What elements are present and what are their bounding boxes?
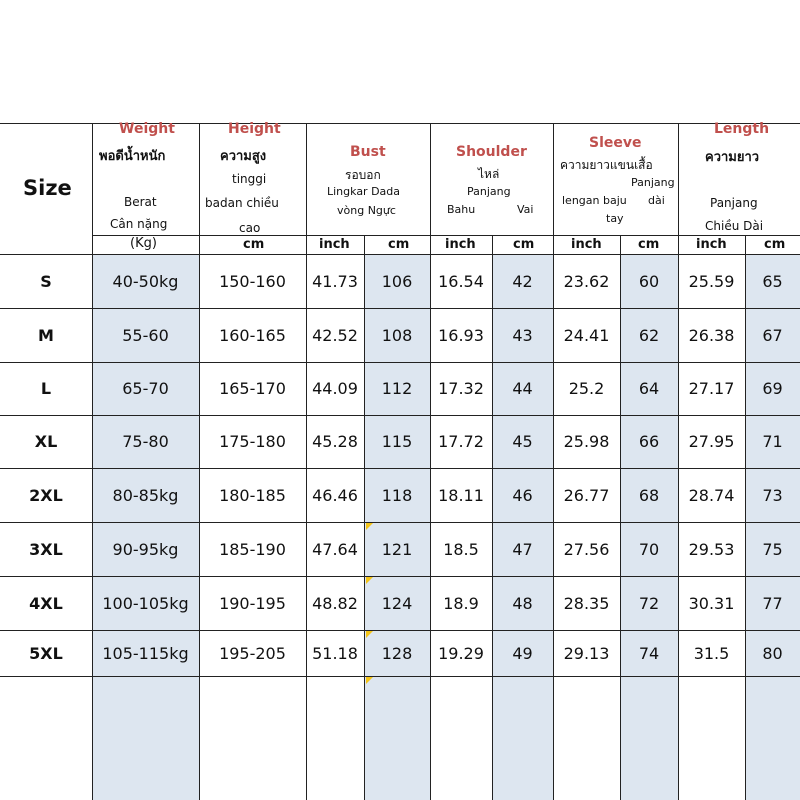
height-header-th: ความสูง [220,149,267,164]
yellow-corner-mark [366,677,373,684]
height-header-l1: tinggi [232,172,267,186]
shoulder-header-en: Shoulder [456,144,527,160]
cell-size: 5XL [29,643,63,663]
cell-height: 160-165 [219,325,286,345]
cell-bust-cm: 108 [381,325,413,345]
bust-header-en: Bust [350,144,386,160]
cell-len-cm: 75 [762,539,783,559]
cell-sl-cm: 72 [638,593,660,613]
cell-sh-in: 18.9 [443,593,479,613]
cell-sh-in: 19.29 [438,643,484,663]
cell-weight: 65-70 [122,379,169,398]
sleeve-header-th: ความยาวแขนเสื้อ [560,158,653,172]
cell-sl-in: 27.56 [563,539,610,559]
cell-height: 150-160 [219,271,286,291]
cell-sh-cm: 46 [512,485,533,505]
cell-sl-in: 23.62 [563,271,610,291]
sleeve-unit-cm: cm [638,237,660,252]
cell-sl-cm: 74 [638,643,660,663]
cell-len-in: 27.17 [688,379,735,398]
cell-len-in: 25.59 [688,271,735,291]
shoulder-header-l1: Panjang [467,185,511,198]
cell-weight: 80-85kg [112,485,179,505]
cell-len-in: 27.95 [688,432,735,451]
cell-bust-cm: 112 [381,379,413,398]
grid-line [0,676,800,677]
cell-size: 2XL [29,485,63,505]
cell-len-in: 31.5 [693,643,730,663]
shoulder-header-l2a: Bahu [447,203,476,216]
length-header-l1: Panjang [710,196,758,210]
cell-size: S [40,271,52,291]
cell-sl-cm: 68 [638,485,660,505]
sleeve-header-l2a: lengan baju [562,194,627,207]
cell-sh-cm: 42 [512,271,533,291]
cell-bust-in: 46.46 [312,485,358,505]
cell-bust-in: 42.52 [312,325,358,345]
cell-len-cm: 67 [762,325,783,345]
cell-sh-cm: 48 [512,593,533,613]
cell-bust-in: 44.09 [312,379,358,398]
cell-bust-cm: 106 [381,271,413,291]
length-unit-cm: cm [764,237,786,252]
cell-bust-in: 45.28 [312,432,358,451]
shoulder-header-l2b: Vai [517,203,534,216]
cell-bust-in: 47.64 [312,539,358,559]
height-header-l3: cao [239,221,261,235]
height-unit: cm [243,237,265,252]
cell-sh-in: 16.93 [438,325,484,345]
weight-header-en: Weight [119,121,175,137]
cell-len-cm: 69 [762,379,783,398]
cell-sl-cm: 66 [638,432,660,451]
cell-bust-cm: 121 [381,539,413,559]
sleeve-header-l3: tay [606,212,624,225]
cell-height: 175-180 [219,432,286,451]
cell-sl-cm: 62 [638,325,660,345]
cell-len-in: 30.31 [688,593,735,613]
cell-size: 3XL [29,539,63,559]
cell-sl-in: 24.41 [563,325,610,345]
cell-sh-in: 18.5 [443,539,479,559]
cell-bust-in: 51.18 [312,643,358,663]
cell-size: L [40,379,52,398]
sleeve-unit-inch: inch [571,237,602,252]
cell-weight: 90-95kg [112,539,179,559]
cell-sl-cm: 60 [638,271,660,291]
cell-sh-in: 17.32 [438,379,484,398]
cell-weight: 100-105kg [102,593,189,613]
cell-sh-in: 17.72 [438,432,484,451]
cell-weight: 75-80 [122,432,169,451]
sleeve-header-l1: Panjang [631,176,675,189]
cell-len-cm: 73 [762,485,783,505]
height-header-l2: badan chiều [205,196,279,210]
cell-sl-in: 25.2 [568,379,605,398]
shoulder-unit-inch: inch [445,237,476,252]
cell-sh-cm: 43 [512,325,533,345]
cell-bust-cm: 118 [381,485,413,505]
cell-size: XL [34,432,58,451]
length-header-en: Length [714,121,770,137]
cell-height: 190-195 [219,593,286,613]
sleeve-header-en: Sleeve [589,135,642,151]
bust-unit-inch: inch [319,237,350,252]
bust-header-th: รอบอก [345,168,381,182]
cell-bust-cm: 128 [381,643,413,663]
cell-sh-cm: 49 [512,643,533,663]
weight-header-l2: Cân nặng [110,217,168,231]
shoulder-unit-cm: cm [513,237,535,252]
bust-unit-cm: cm [388,237,410,252]
cell-sl-cm: 64 [638,379,660,398]
weight-header-l1: Berat [124,195,157,209]
cell-len-in: 29.53 [688,539,735,559]
weight-unit: (Kg) [130,236,157,251]
cell-height: 195-205 [219,643,286,663]
cell-sh-cm: 47 [512,539,533,559]
cell-len-cm: 71 [762,432,783,451]
length-header-th: ความยาว [705,150,760,165]
cell-len-cm: 65 [762,271,783,291]
cell-len-in: 26.38 [688,325,735,345]
cell-sl-in: 26.77 [563,485,610,505]
height-header-en: Height [228,121,281,137]
cell-height: 180-185 [219,485,286,505]
cell-sl-in: 25.98 [563,432,610,451]
cell-sl-in: 29.13 [563,643,610,663]
cell-len-in: 28.74 [688,485,735,505]
cell-weight: 40-50kg [112,271,179,291]
cell-weight: 105-115kg [102,643,189,663]
cell-sl-cm: 70 [638,539,660,559]
cell-sh-in: 18.11 [438,485,484,505]
size-header: Size [23,176,72,200]
cell-bust-cm: 115 [381,432,413,451]
length-header-l2: Chiều Dài [705,219,764,233]
shoulder-header-th: ไหล่ [478,167,500,181]
cell-height: 185-190 [219,539,286,559]
cell-sl-in: 28.35 [563,593,610,613]
cell-size: M [38,325,54,345]
cell-weight: 55-60 [122,325,169,345]
cell-size: 4XL [29,593,63,613]
cell-sh-cm: 44 [512,379,533,398]
cell-len-cm: 80 [762,643,783,663]
weight-header-th: พอดีน้ำหนัก [99,149,166,164]
cell-height: 165-170 [219,379,286,398]
cell-bust-in: 41.73 [312,271,358,291]
cell-bust-cm: 124 [381,593,413,613]
cell-len-cm: 77 [762,593,783,613]
sleeve-header-l2b: dài [648,194,665,207]
cell-sh-in: 16.54 [438,271,484,291]
cell-sh-cm: 45 [512,432,533,451]
length-unit-inch: inch [696,237,727,252]
cell-bust-in: 48.82 [312,593,358,613]
bust-header-l1: Lingkar Dada [327,185,401,198]
bust-header-l2: vòng Ngực [337,204,396,217]
